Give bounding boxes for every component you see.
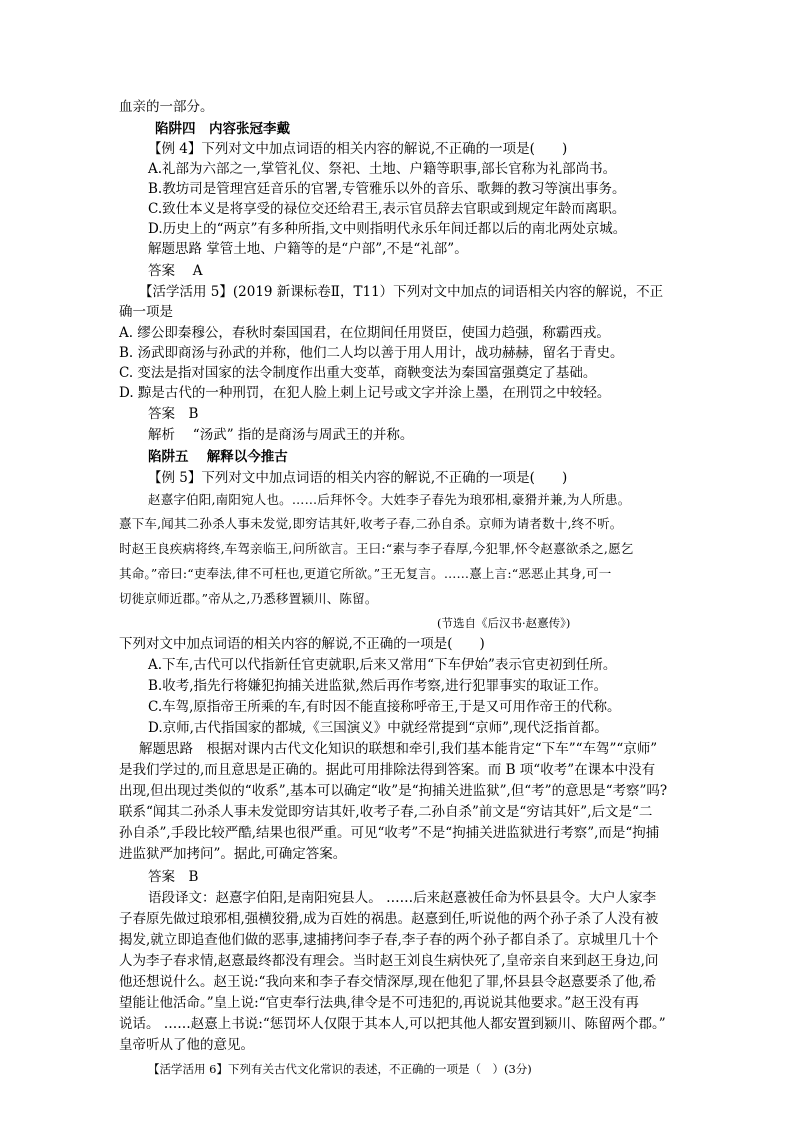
text-line-20: 赵憙字伯阳,南阳宛人也。……后拜怀令。大姓李子春先为琅邪相,豪猾并兼,为人所患。 xyxy=(148,492,631,507)
text-line-39: 子春原先做过琅邪相,强横狡猾,成为百姓的祸患。赵憙到任,听说他的两个孙子杀了人没有被 xyxy=(119,911,659,927)
text-line-29: C.车驾,原指帝王所乘的车,有时因不能直接称呼帝王,于是又可用作帝王的代称。 xyxy=(148,699,621,715)
text-line-41: 人为李子春求情,赵憙最终都没有理会。当时赵王刘良生病快死了,皇帝亲自来到赵王身边,问 xyxy=(119,953,659,969)
text-line-12: A. 缪公即秦穆公，春秋时秦国国君，在位期间任用贤臣，使国力趋强，称霸西戎。 xyxy=(119,325,610,341)
text-line-32: 是我们学过的,而且意思是正确的。据此可用排除法得到答案。而 B 项“收考”在课本中没有 xyxy=(119,762,656,778)
text-line-16: 答案 B xyxy=(148,406,199,422)
text-line-40: 揭发,就立即追查他们做的恶事,逮捕拷问李子春,李子春的两个孙子都自杀了。京城里几十个 xyxy=(119,932,659,948)
text-line-43: 望能让他活命。”皇上说:“官吏奉行法典,律令是不可违犯的,再说说其他要求。”赵王没有再 xyxy=(119,995,639,1011)
text-line-34: 联系“闻其二孙杀人事未发觉即穷诘其奸,收考子春,二孙自杀”前文是“穷诘其奸”,后文是“二 xyxy=(119,804,653,820)
text-line-38: 语段译文：赵憙字伯阳,是南阳宛县人。 ……后来赵憙被任命为怀县县令。大户人家李 xyxy=(148,890,657,906)
text-line-6: C.致仕本义是将享受的禄位交还给君王,表示官员辞去官职或到规定年龄而离职。 xyxy=(148,201,626,217)
text-line-5: B.教坊司是管理宫廷音乐的官署,专管雅乐以外的音乐、歌舞的教习等演出事务。 xyxy=(148,181,626,197)
text-line-14: C. 变法是指对国家的法令制度作出重大变革，商鞅变法为秦国富强奠定了基础。 xyxy=(119,365,597,381)
text-line-18: 陷阱五 解释以今推古 xyxy=(148,449,288,465)
text-line-45: 皇帝听从了他的意见。 xyxy=(119,1037,254,1053)
text-line-30: D.京师,古代指国家的都城,《三国演义》中就经常提到“京师”,现代泛指首都。 xyxy=(148,720,608,736)
text-line-24: 切徙京师近郡。”帝从之,乃悉移置颍川、陈留。 xyxy=(119,591,378,606)
text-line-22: 时赵王良疾病将终,车驾亲临王,问所欲言。王曰:“素与李子春厚,今犯罪,怀令赵憙欲杀之,愿乞 xyxy=(119,541,634,556)
text-line-46: 【活学活用 6】下列有关古代文化常识的表述，不正确的一项是（ ）(3分) xyxy=(148,1062,532,1076)
text-line-17: 解析 “汤武” 指的是商汤与周武王的并称。 xyxy=(148,427,414,443)
text-line-8: 解题思路 掌管土地、户籍等的是“户部”,不是“礼部”。 xyxy=(148,241,468,257)
text-line-11: 确一项是 xyxy=(119,304,173,320)
text-line-28: B.收考,指先行将嫌犯拘捕关进监狱,然后再作考察,进行犯罪事实的取证工作。 xyxy=(148,678,608,694)
text-line-19: 【例 5】下列对文中加点词语的相关内容的解说,不正确的一项是( ) xyxy=(148,470,568,486)
text-line-31: 解题思路 根据对课内古代文化知识的联想和牵引,我们基本能肯定“下车”“车驾”“京师” xyxy=(139,741,658,757)
text-line-7: D.历史上的“两京”有多种所指,文中则指明代永乐年间迁都以后的南北两处京城。 xyxy=(148,221,627,237)
text-line-23: 其命。”帝曰:“吏奉法,律不可枉也,更道它所欲。”王无复言。……憙上言:“恶恶止其身,可一 xyxy=(119,566,612,581)
text-line-33: 出现,但出现过类似的“收系”,基本可以确定“收”是“拘捕关进监狱”,但“考”的意思是“考察”吗? xyxy=(119,783,668,799)
text-line-42: 他还想说什么。赵王说:“我向来和李子春交情深厚,现在他犯了罪,怀县县令赵憙要杀了他,希 xyxy=(119,974,657,990)
text-line-36: 进监狱严加拷问”。据此,可确定答案。 xyxy=(119,846,347,862)
text-line-35: 孙自杀”,手段比较严酷,结果也很严重。可见“收考”不是“拘捕关进监狱进行考察”,而是“拘捕 xyxy=(119,825,660,841)
text-line-26: 下列对文中加点词语的相关内容的解说,不正确的一项是( ) xyxy=(119,636,485,652)
text-line-10: 【活学活用 5】(2019 新课标卷Ⅱ，T11）下列对文中加点的词语相关内容的解说，不正 xyxy=(139,284,664,300)
text-line-25: (节选自《后汉书·赵憙传》) xyxy=(437,616,571,630)
text-line-2: 陷阱四 内容张冠李戴 xyxy=(155,121,290,137)
text-line-9: 答案 A xyxy=(148,263,203,279)
text-line-21: 憙下车,闻其二孙杀人事未发觉,即穷诘其奸,收考子春,二孙自杀。京师为请者数十,终不听。 xyxy=(119,516,623,531)
text-line-44: 说话。 ……赵憙上书说:“惩罚坏人仅限于其本人,可以把其他人都安置到颍川、陈留两个郡。” xyxy=(119,1016,666,1032)
text-line-15: D. 黥是古代的一种刑罚，在犯人脸上刺上记号或文字并涂上墨，在刑罚之中较轻。 xyxy=(119,385,611,401)
text-line-37: 答案 B xyxy=(148,869,199,885)
text-line-4: A.礼部为六部之一,掌管礼仪、祭祀、土地、户籍等职事,部长官称为礼部尚书。 xyxy=(148,161,617,177)
text-line-3: 【例 4】下列对文中加点词语的相关内容的解说,不正确的一项是( ) xyxy=(148,141,568,157)
text-line-1: 血亲的一部分。 xyxy=(119,99,214,115)
text-line-27: A.下车,古代可以代指新任官吏就职,后来又常用“下车伊始”表示官吏初到任所。 xyxy=(148,657,617,673)
text-line-13: B. 汤武即商汤与孙武的并称，他们二人均以善于用人用计，战功赫赫，留名于青史。 xyxy=(119,345,624,361)
